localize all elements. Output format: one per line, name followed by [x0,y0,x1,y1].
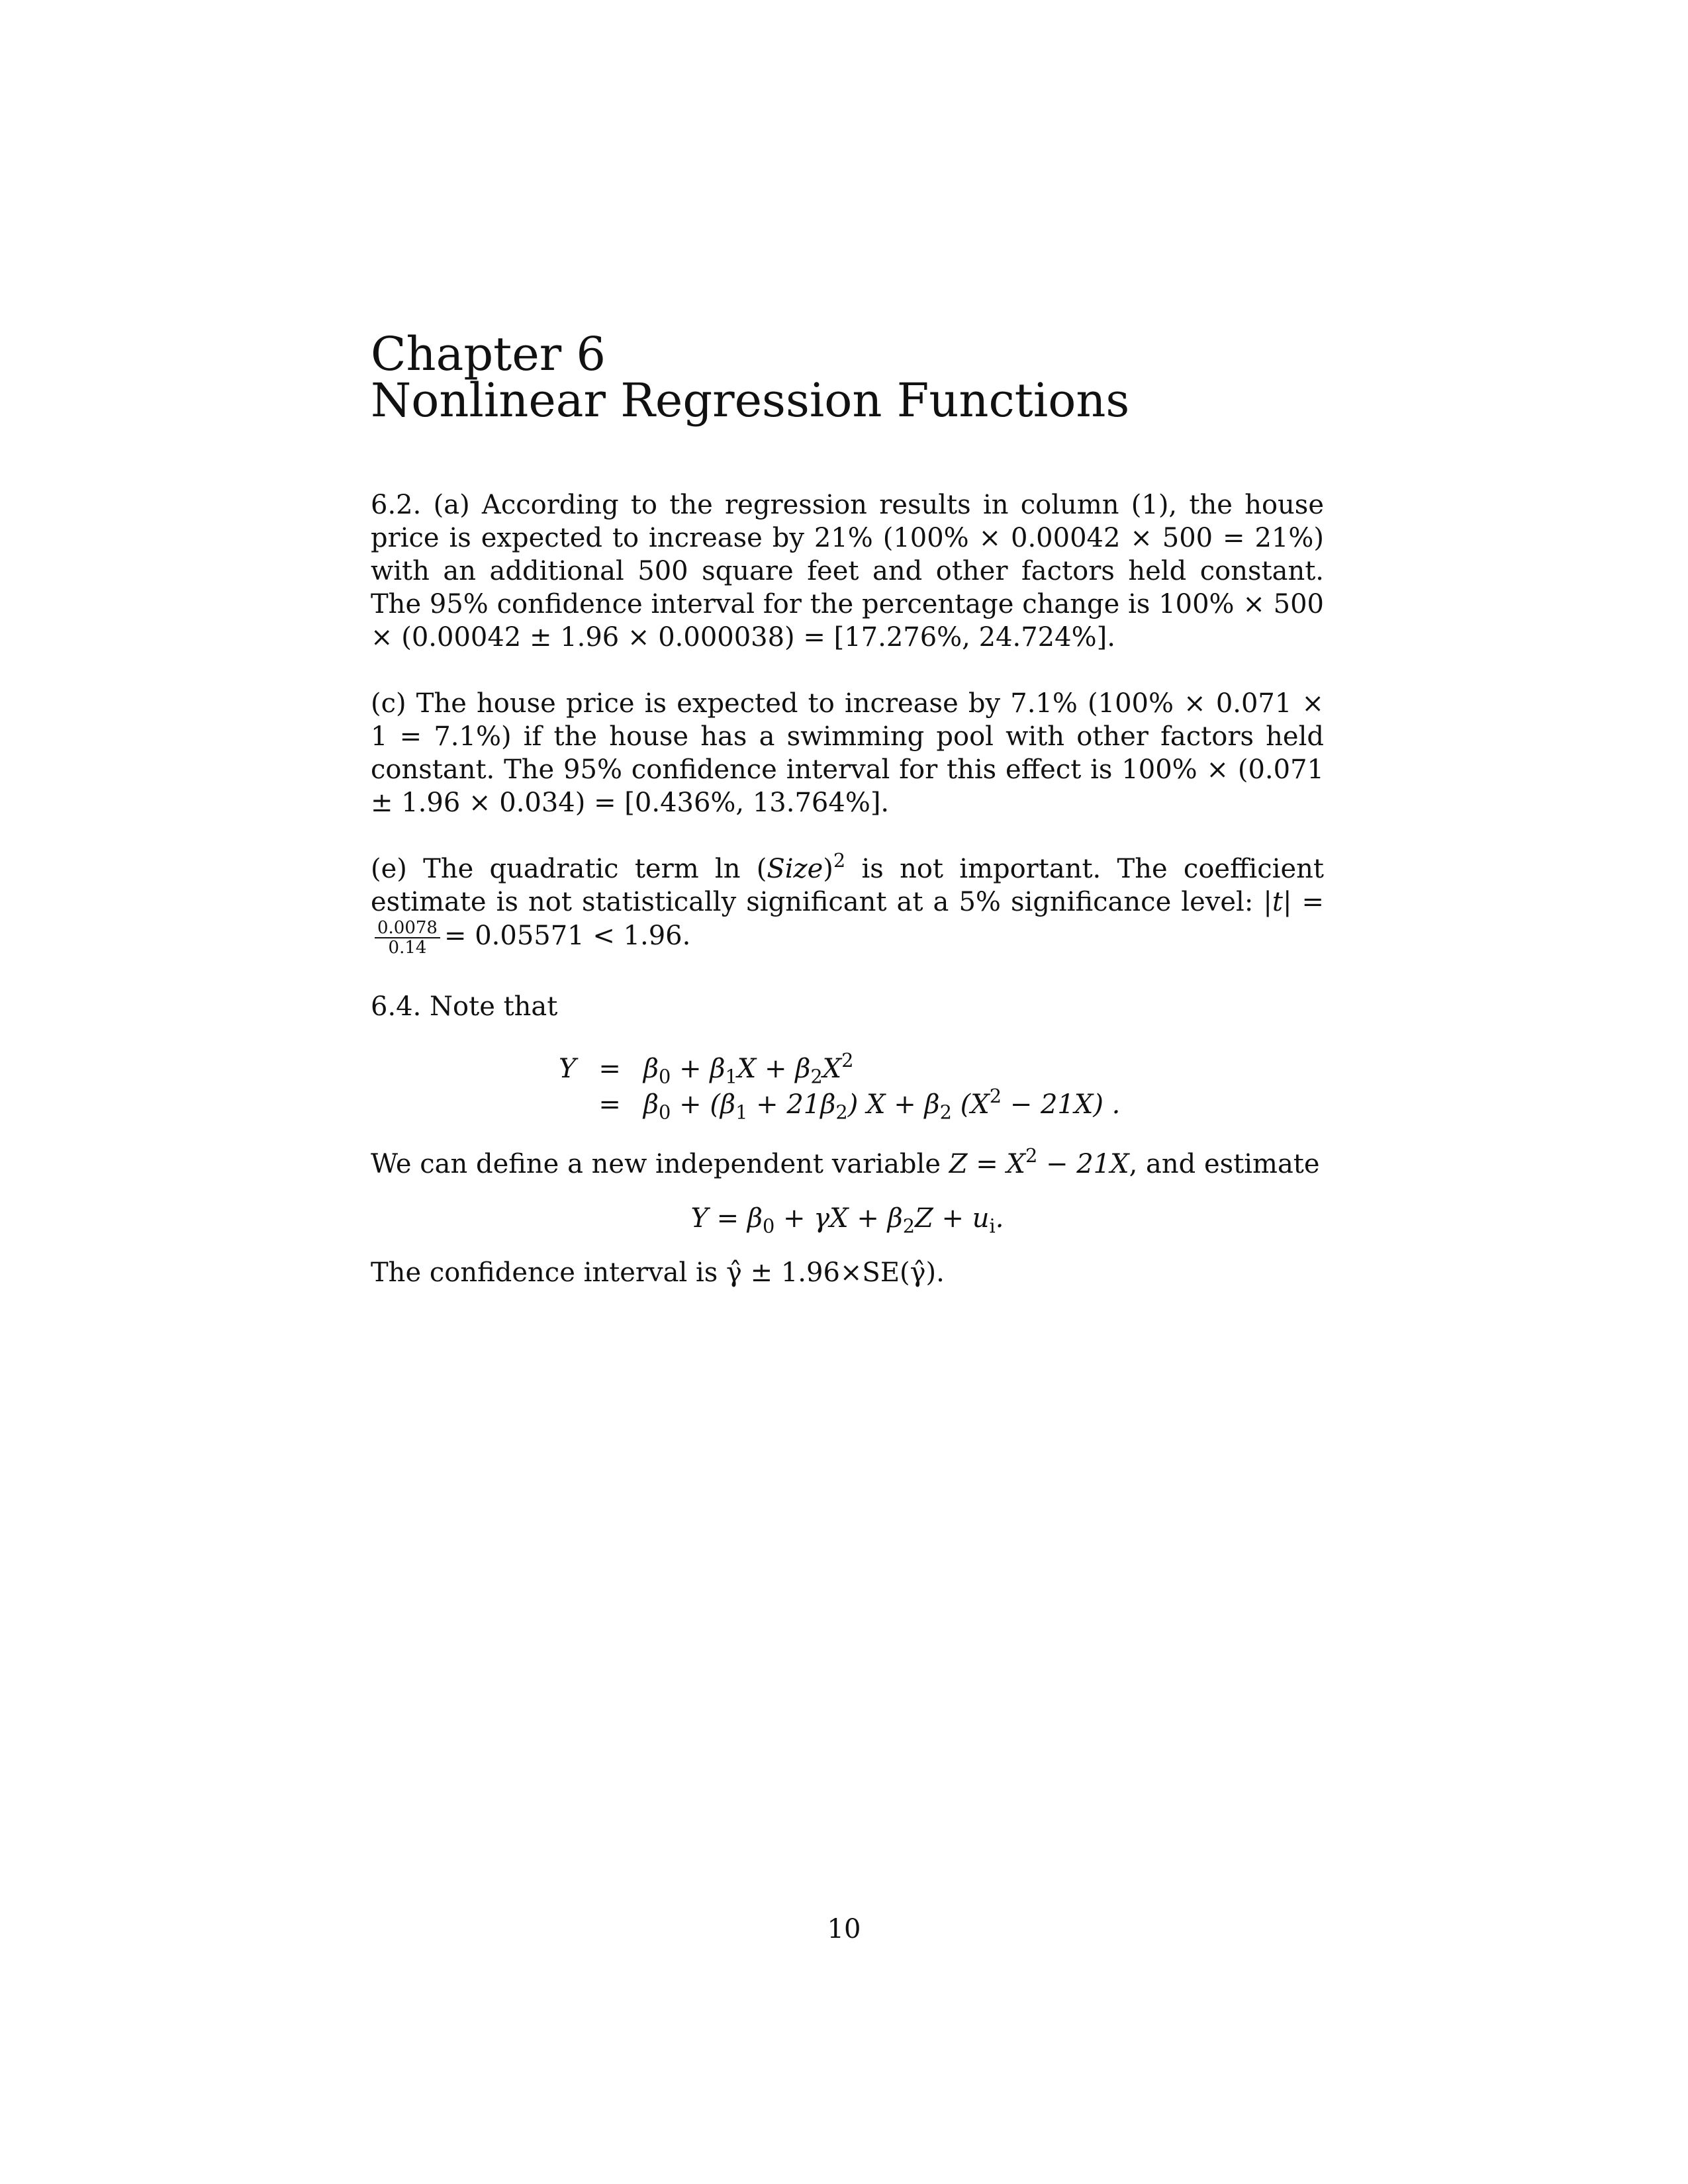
size-variable: Size [767,854,823,884]
regression-model-equation: $Y = \beta_0 + \gamma X + \beta_2Z + u_i$. [690,1203,1004,1238]
solution-text: (a) According to the regression results in column (1), the house price is expected to increase by 21% (100% × 0.00042 × 500 = 21%) with an additional 500 square feet and other factors held constant. The 95% confidence interval for the percentage change is 100% × 500 × (0.00042 ± 1.96 × 0.000038) = [17.276%, 24.724%]. [371,490,1324,653]
equation-array [559,1049,1121,1124]
confidence-interval-sentence: The confidence interval is γ̂ ± 1.96×SE(γ̂). [371,1257,945,1288]
equals-sign: = [598,1089,621,1120]
page-number: 10 [827,1914,861,1944]
chapter-heading [371,327,1324,428]
equation-row-2: $\beta_0 + (\beta_1 + 21\beta_2) X + \beta_2$ $(X^2 - 21X)$ . [643,1085,1121,1124]
t-statistic: |t| = [1263,887,1325,917]
equation-row-1: $\beta_0 + \beta_1X + \beta_2X^2$ [643,1049,854,1088]
confidence-interval-formula: γ̂ ± 1.96×SE(γ̂). [726,1257,945,1288]
solution-6-2-a [371,488,1324,654]
equation-lhs: Y [559,1054,577,1084]
page-body [371,327,1325,1289]
chapter-title: Nonlinear Regression Functions [371,373,1130,428]
equals-sign: = [598,1054,621,1084]
chapter-number: Chapter 6 [371,327,606,381]
solution-6-4-intro: 6.4. Note that [371,991,558,1022]
problem-number: 6.2. [371,490,422,520]
fraction-denominator: 0.14 [388,938,427,958]
solution-6-2-c: (c) The house price is expected to increase by 7.1% (100% × 0.071 × 1 = 7.1%) if the house has a swimming pool with other factors held constant. The 95% confidence interval for this effect is 100% × (0.071 ± 1.96 × 0.034) = [0.436%, 13.764%]. [371,688,1324,818]
fraction-numerator: 0.0078 [375,919,440,938]
solution-6-2-e: (e) The quadratic term ln (Size)$^2$ is not important. The coefficient estimate is not statistically significant at a 5% significance level: |t| = $\frac{0.0078}{0.14}$ = 0.05571 < 1.96. [371,849,1325,958]
z-definition: $Z = X^2 - 21X$ [949,1144,1129,1179]
t-fraction [375,919,440,957]
define-variable-sentence: We can define a new independent variable $Z = X^2 - 21X$, and estimate [371,1144,1320,1179]
square-exponent: 2 [833,849,846,872]
